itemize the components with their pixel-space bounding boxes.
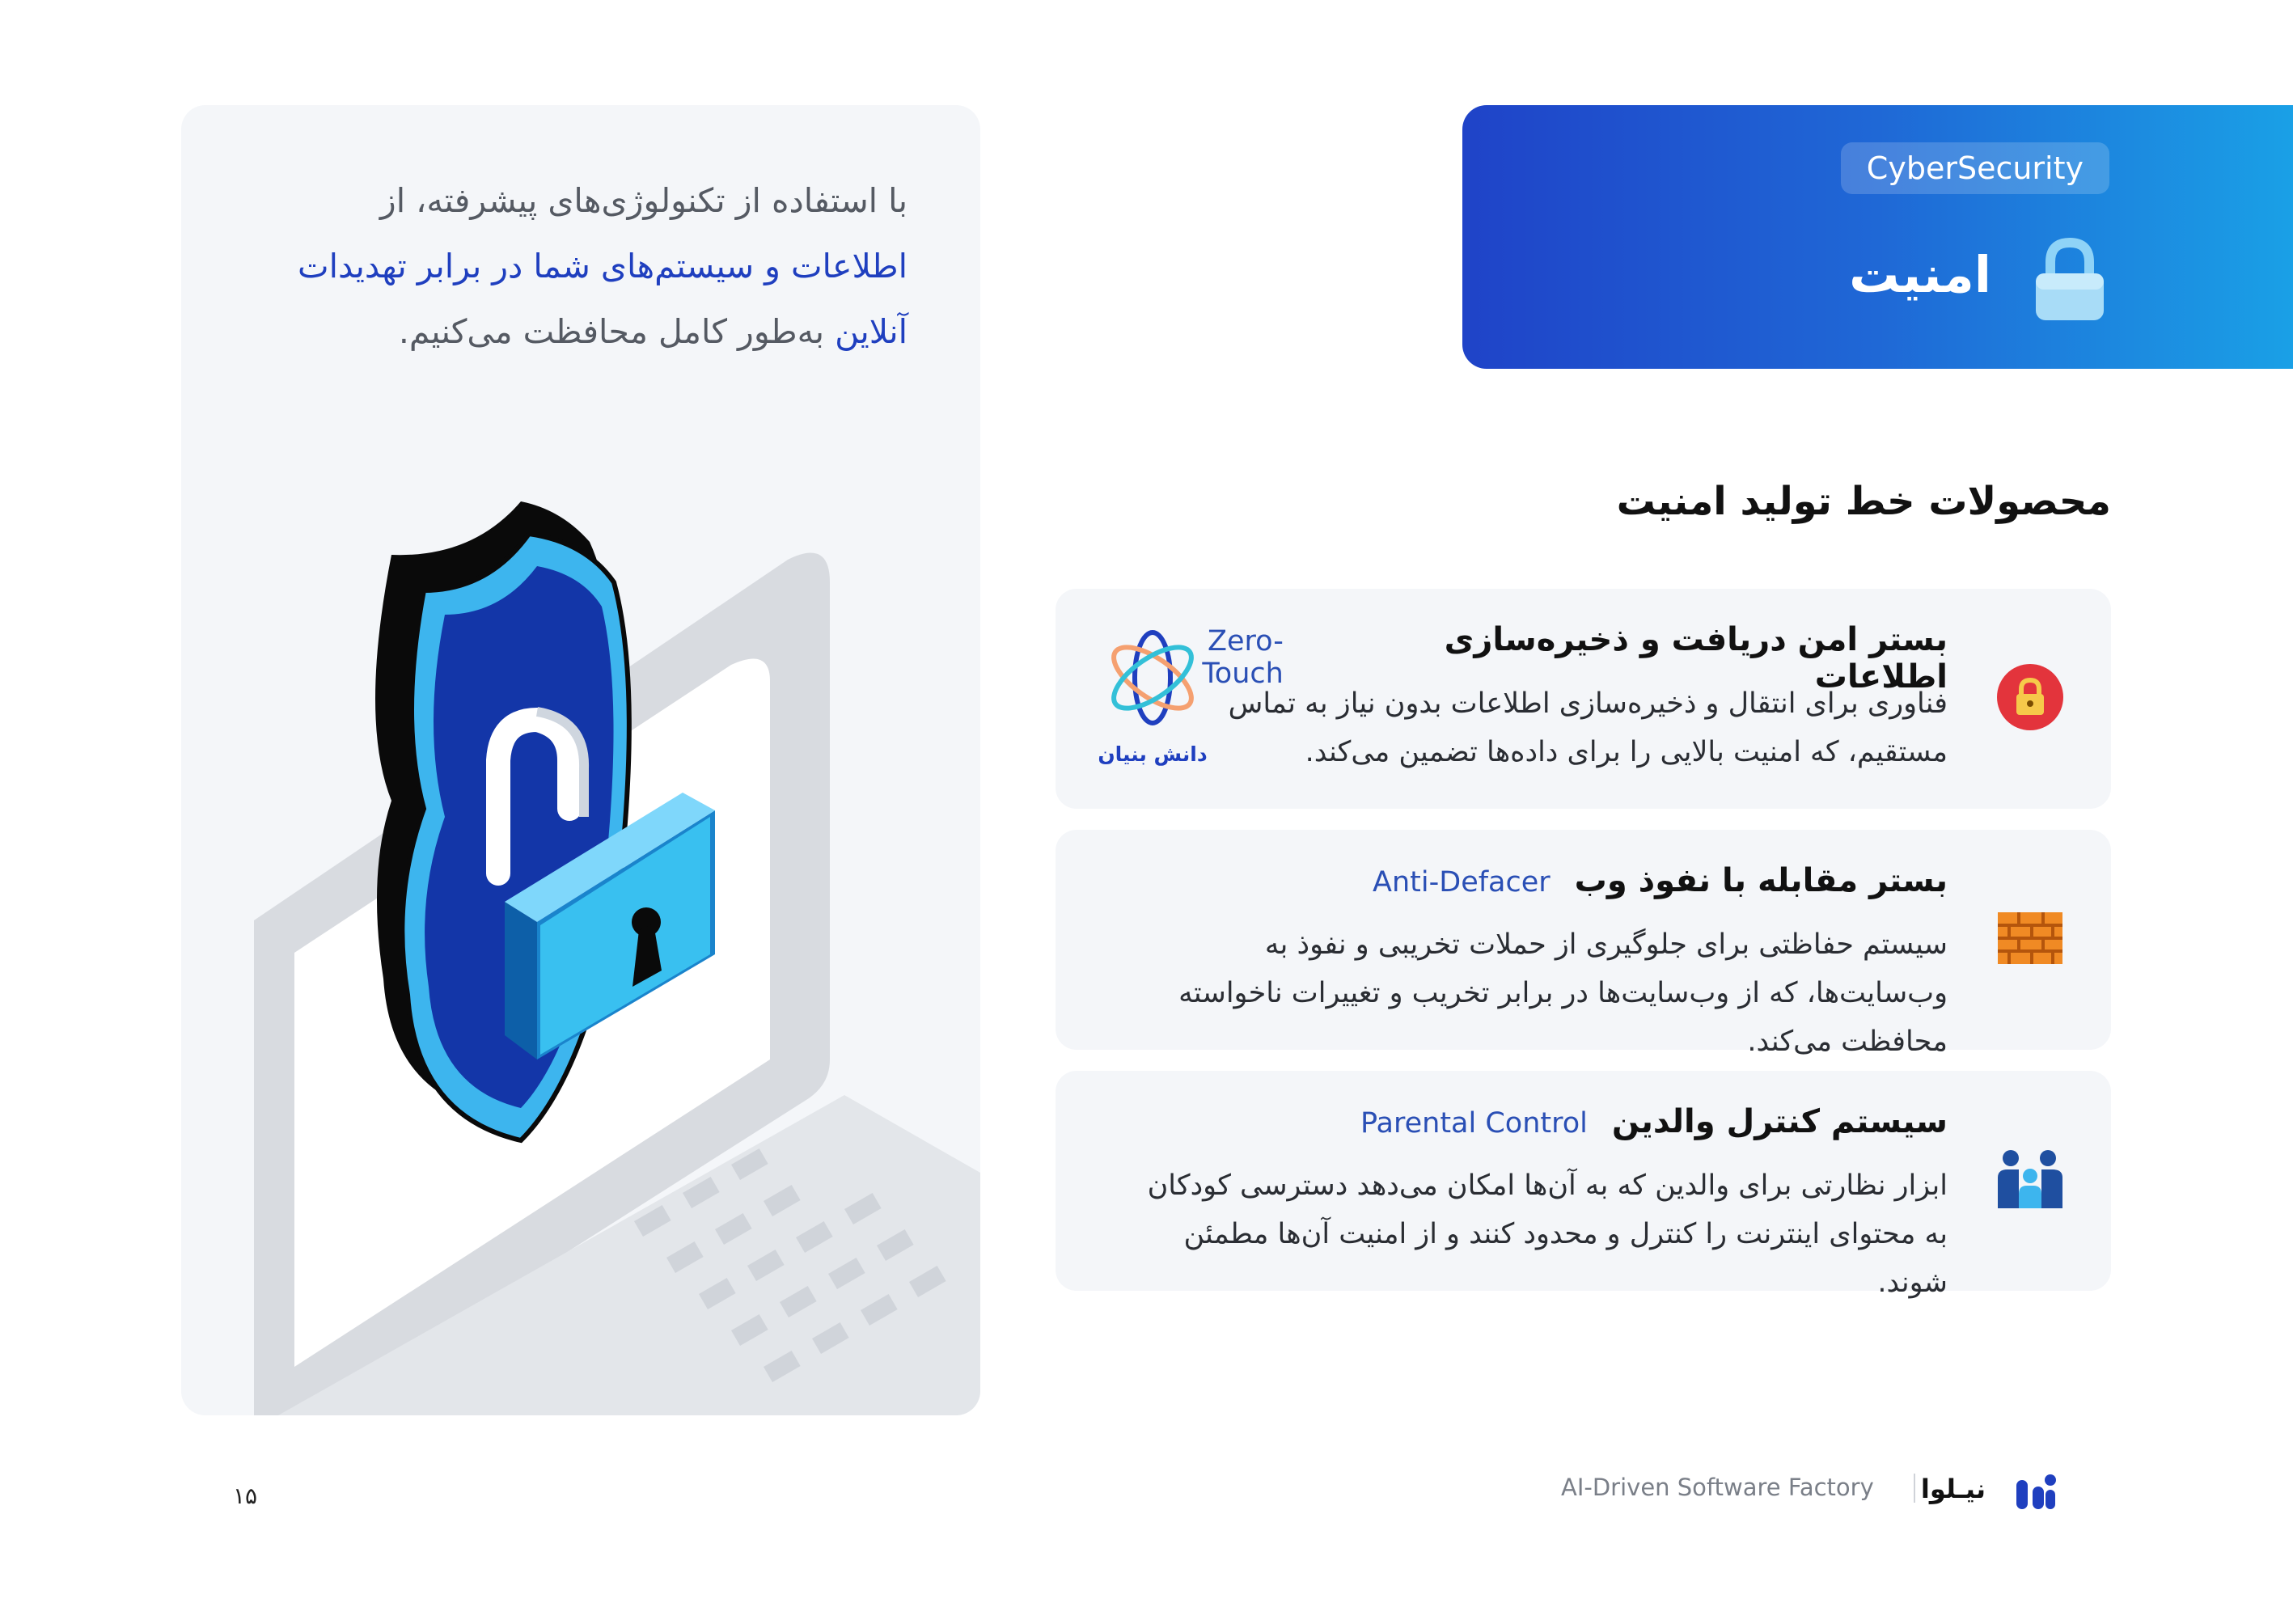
atom-logo-icon	[1096, 628, 1209, 733]
banner-title: امنیت	[1849, 245, 1991, 304]
section-title: محصولات خط تولید امنیت	[1616, 479, 2111, 524]
product-description: ابزار نظارتی برای والدین که به آن‌ها امکان می‌دهد دسترسی کودکان به محتوای اینترنت را کنترل و محدود کنند و از امنیت آن‌ها مطمئن شوند.	[1147, 1169, 1948, 1299]
product-card-body	[1131, 1103, 1948, 1307]
category-pill: CyberSecurity	[1841, 142, 2109, 194]
knowledge-based-badge	[1096, 628, 1209, 773]
page-number: ۱۵	[233, 1482, 258, 1509]
product-description: سیستم حفاظتی برای جلوگیری از حملات تخریبی و نفوذ به وب‌سایت‌ها، که از وب‌سایت‌ها در برابر تخریب و تغییرات ناخواسته محافظت می‌کند.	[1178, 928, 1948, 1058]
intro-text-start: با استفاده از تکنولوژی‌های پیشرفته، از	[379, 181, 907, 220]
intro-paragraph	[260, 168, 907, 365]
family-icon	[1995, 1144, 2066, 1215]
product-english-name: Parental Control	[1360, 1107, 1588, 1140]
illustration-panel	[181, 105, 980, 1415]
product-card-anti-defacer[interactable]	[1056, 830, 2111, 1058]
intro-highlight: اطلاعات و سیستم‌های شما در برابر تهدیدات آنلاین	[297, 247, 907, 351]
product-card-body	[1131, 862, 1948, 1066]
product-title: سیستم کنترل والدین	[1611, 1103, 1948, 1140]
product-card-body	[1131, 621, 1948, 776]
red-lock-icon	[1995, 662, 2066, 733]
category-banner	[1462, 105, 2293, 369]
product-english-name: Anti-Defacer	[1373, 866, 1551, 899]
footer-divider	[1914, 1474, 1915, 1503]
firewall-icon	[1995, 903, 2066, 974]
padlock-icon	[2029, 235, 2110, 324]
badge-label: دانش بنیان	[1098, 742, 1208, 766]
intro-text-end: به‌طور کامل محافظت می‌کنیم.	[398, 312, 836, 351]
product-english-name: Zero-Touch	[1202, 625, 1284, 690]
product-title: بستر مقابله با نفوذ وب	[1574, 862, 1948, 899]
product-card-parental-control[interactable]	[1056, 1071, 2111, 1299]
brand-tagline: AI-Driven Software Factory	[1561, 1474, 1874, 1501]
product-card-zero-touch[interactable]	[1056, 589, 2111, 809]
brand-name: نیـلوا	[1920, 1474, 1986, 1504]
product-description: فناوری برای انتقال و ذخیره‌سازی اطلاعات بدون نیاز به تماس مستقیم، که امنیت بالایی را برای داده‌ها تضمین می‌کند.	[1228, 687, 1948, 768]
product-title: بستر امن دریافت و ذخیره‌سازی اطلاعات	[1444, 621, 1948, 696]
brand-logo-icon	[2012, 1472, 2060, 1512]
